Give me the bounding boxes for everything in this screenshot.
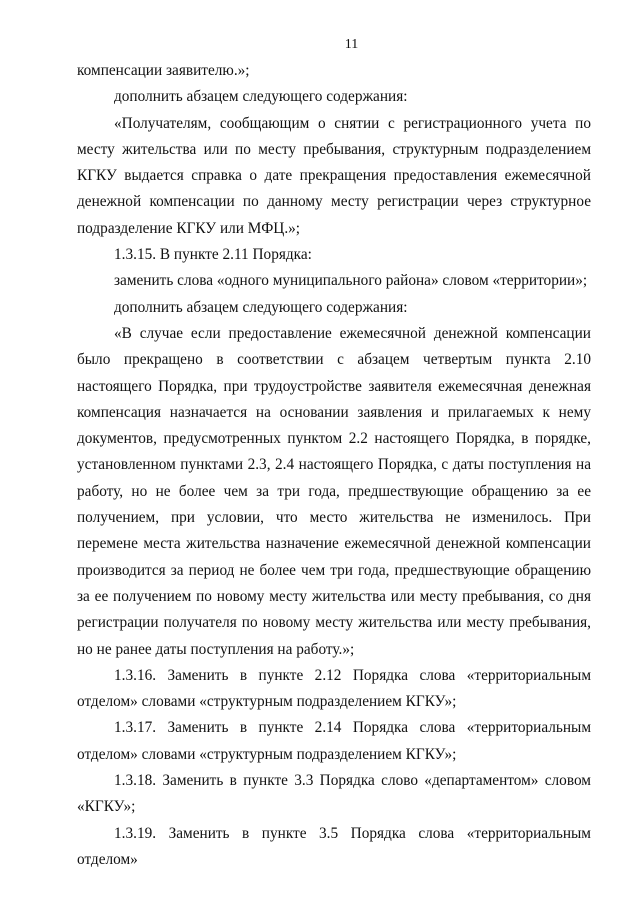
paragraph-quoted-recipients: «Получателям, сообщающим о снятии с регистрационного учета по месту жительства или по месту пребывания, структурным подразделением КГКУ выдается справка о дате прекращения предоставления ежемесячной денежной компенсации по данному месту регистрации через структурное подразделение КГКУ или МФЦ.»;	[77, 114, 591, 237]
paragraph-1-3-19: 1.3.19. Заменить в пункте 3.5 Порядка слова «территориальным отделом»	[77, 824, 591, 868]
page-number: 11	[344, 37, 359, 52]
paragraph-continuation: компенсации заявителю.»;	[77, 62, 250, 79]
paragraph-add-clause-2: дополнить абзацем следующего содержания:	[114, 298, 408, 316]
paragraph-replace-words: заменить слова «одного муниципального района» словом «территории»;	[114, 272, 588, 290]
paragraph-quoted-compensation: «В случае если предоставление ежемесячной денежной компенсации было прекращено в соответствии с абзацем четвертым пункта 2.10 настоящего Порядка, при трудоустройстве заявителя ежемесячная денежная компенсация назначается на основании заявления и прилагаемых к нему документов, предусмотренных пунктом 2.2 настоящего Порядка, в порядке, установленном пунктами 2.3, 2.4 настоящего Порядка, с даты поступления на работу, но не более чем за три года, предшествующие обращению за ее получением, при условии, что место жительства не изменилось. При перемене места жительства назначение ежемесячной денежной компенсации производится за период не более чем три года, предшествующие обращению за ее получением по новому месту жительства или месту пребывания, со дня регистрации получателя по новому месту жительства или месту пребывания, но не ранее даты поступления на работу.»;	[77, 324, 591, 658]
paragraph-add-clause: дополнить абзацем следующего содержания:	[114, 88, 408, 106]
paragraph-1-3-17: 1.3.17. Заменить в пункте 2.14 Порядка слова «территориальным отделом» словами «структурным подразделением КГКУ»;	[77, 719, 591, 763]
paragraph-1-3-16: 1.3.16. Заменить в пункте 2.12 Порядка слова «территориальным отделом» словами «структурным подразделением КГКУ»;	[77, 666, 591, 711]
paragraph-1-3-18: 1.3.18. Заменить в пункте 3.3 Порядка слово «департаментом» словом «КГКУ»;	[77, 772, 591, 816]
paragraph-1-3-15: 1.3.15. В пункте 2.11 Порядка:	[114, 246, 312, 264]
